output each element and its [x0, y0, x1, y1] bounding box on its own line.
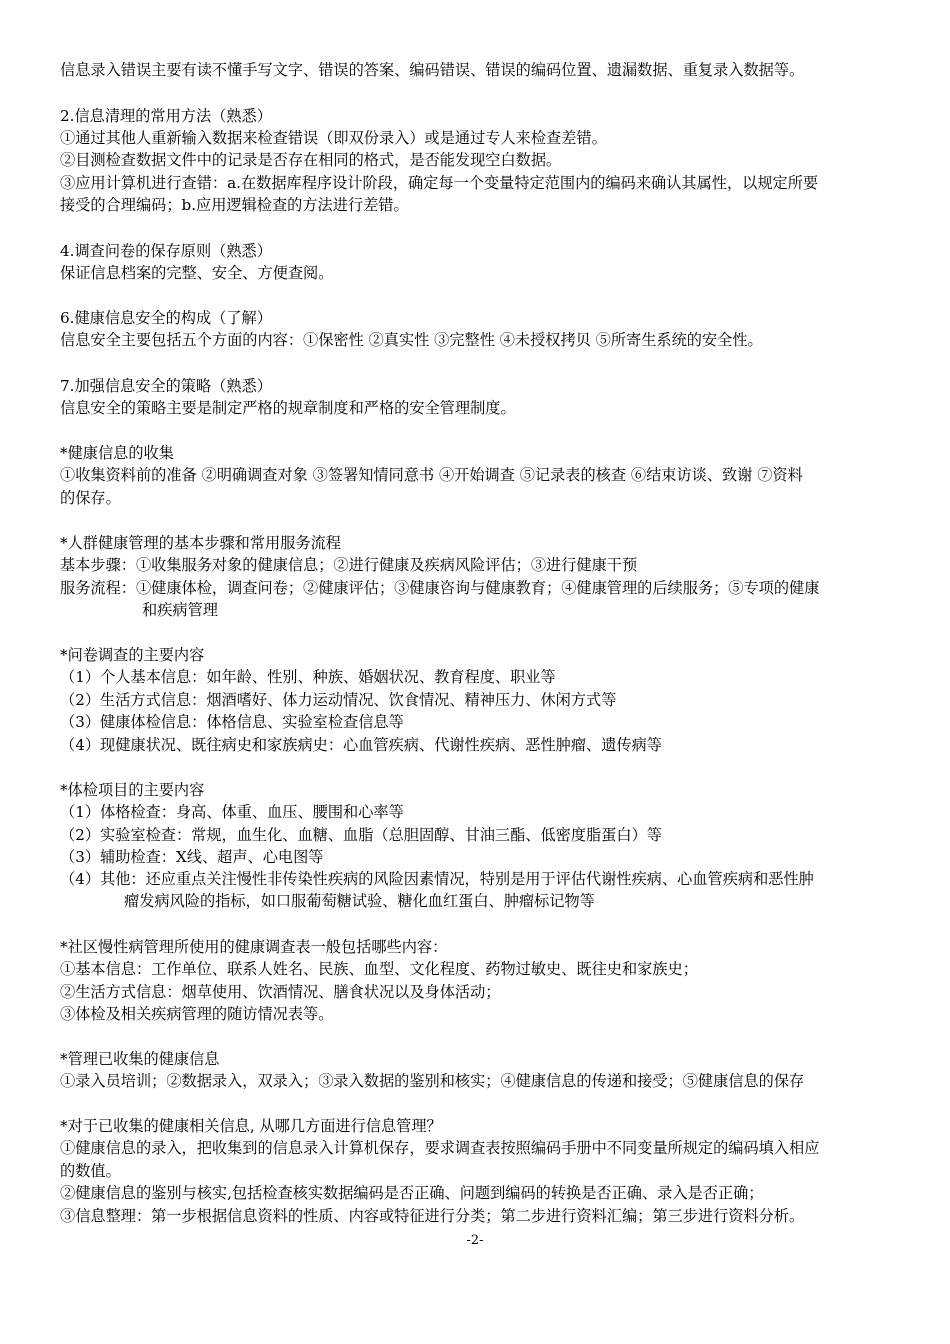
- section-heading: 7.加强信息安全的策略（熟悉）: [60, 377, 272, 395]
- text-line: （3）辅助检查：X线、超声、心电图等: [60, 848, 324, 866]
- text-line: ②目测检查数据文件中的记录是否存在相同的格式，是否能发现空白数据。: [60, 151, 562, 169]
- section-heading: *问卷调查的主要内容: [60, 646, 205, 664]
- text-line: 服务流程：①健康体检，调查问卷；②健康评估；③健康咨询与健康教育；④健康管理的后续服务；⑤专项的健康: [60, 579, 820, 597]
- text-line: 保证信息档案的完整、安全、方便查阅。: [60, 264, 334, 282]
- section-heading: 4.调查问卷的保存原则（熟悉）: [60, 242, 272, 260]
- text-line: 的保存。: [60, 489, 121, 507]
- text-line: ③应用计算机进行查错：a.在数据库程序设计阶段，确定每一个变量特定范围内的编码来确认其属性，以规定所要: [60, 174, 819, 192]
- text-line: ①收集资料前的准备 ②明确调查对象 ③签署知情同意书 ④开始调查 ⑤记录表的核查 ⑥结束访谈、致谢 ⑦资料: [60, 466, 803, 484]
- text-line: （4）其他：还应重点关注慢性非传染性疾病的风险因素情况，特别是用于评估代谢性疾病、心血管疾病和恶性肿: [60, 870, 814, 888]
- text-line: ③信息整理：第一步根据信息资料的性质、内容或特征进行分类；第二步进行资料汇编；第三步进行资料分析。: [60, 1207, 805, 1225]
- text-line: （3）健康体检信息：体格信息、实验室检查信息等: [60, 713, 404, 731]
- text-line: ①基本信息：工作单位、联系人姓名、民族、血型、文化程度、药物过敏史、既往史和家族史；: [60, 960, 698, 978]
- text-line: 信息安全主要包括五个方面的内容：①保密性 ②真实性 ③完整性 ④未授权拷贝 ⑤所寄生系统的安全性。: [60, 331, 763, 349]
- text-line: 瘤发病风险的指标，如口服葡萄糖试验、糖化血红蛋白、肿瘤标记物等: [124, 892, 595, 910]
- section-heading: *人群健康管理的基本步骤和常用服务流程: [60, 534, 341, 552]
- text-line: ②健康信息的鉴别与核实,包括检查核实数据编码是否正确、问题到编码的转换是否正确、录入是否正确；: [60, 1184, 764, 1202]
- section-heading: *健康信息的收集: [60, 444, 174, 462]
- text-line: （4）现健康状况、既往病史和家族病史：心血管疾病、代谢性疾病、恶性肿瘤、遗传病等: [60, 736, 662, 754]
- text-line: 和疾病管理: [142, 601, 218, 619]
- text-line: ③体检及相关疾病管理的随访情况表等。: [60, 1005, 334, 1023]
- text-line: ①通过其他人重新输入数据来检查错误（即双份录入）或是通过专人来检查差错。: [60, 129, 607, 147]
- text-line: （1）个人基本信息：如年龄、性别、种族、婚姻状况、教育程度、职业等: [60, 668, 556, 686]
- text-line: 的数值。: [60, 1162, 121, 1180]
- page-number: -2-: [466, 1233, 484, 1248]
- section-heading: *社区慢性病管理所使用的健康调查表一般包括哪些内容：: [60, 938, 448, 956]
- text-line: （2）生活方式信息：烟酒嗜好、体力运动情况、饮食情况、精神压力、休闲方式等: [60, 691, 617, 709]
- section-heading: *体检项目的主要内容: [60, 781, 205, 799]
- section-heading: 2.信息清理的常用方法（熟悉）: [60, 107, 272, 125]
- text-line: 基本步骤：①收集服务对象的健康信息；②进行健康及疾病风险评估；③进行健康干预: [60, 556, 638, 574]
- text-line: ②生活方式信息：烟草使用、饮酒情况、膳食状况以及身体活动；: [60, 983, 501, 1001]
- text-line: （1）体格检查：身高、体重、血压、腰围和心率等: [60, 803, 404, 821]
- text-line: 接受的合理编码；b.应用逻辑检查的方法进行差错。: [60, 196, 409, 214]
- text-line: ①健康信息的录入，把收集到的信息录入计算机保存，要求调查表按照编码手册中不同变量所规定的编码填入相应: [60, 1139, 820, 1157]
- section-heading: *管理已收集的健康信息: [60, 1050, 220, 1068]
- text-line: 信息安全的策略主要是制定严格的规章制度和严格的安全管理制度。: [60, 399, 516, 417]
- text-line: （2）实验室检查：常规，血生化、血糖、血脂（总胆固醇、甘油三酯、低密度脂蛋白）等: [60, 826, 662, 844]
- text-line: ①录入员培训；②数据录入，双录入；③录入数据的鉴别和核实；④健康信息的传递和接受；⑤健康信息的保存: [60, 1072, 805, 1090]
- section-heading: 6.健康信息安全的构成（了解）: [60, 309, 272, 327]
- text-line: 信息录入错误主要有读不懂手写文字、错误的答案、编码错误、错误的编码位置、遗漏数据、重复录入数据等。: [60, 61, 805, 79]
- section-heading: *对于已收集的健康相关信息, 从哪几方面进行信息管理？: [60, 1117, 442, 1135]
